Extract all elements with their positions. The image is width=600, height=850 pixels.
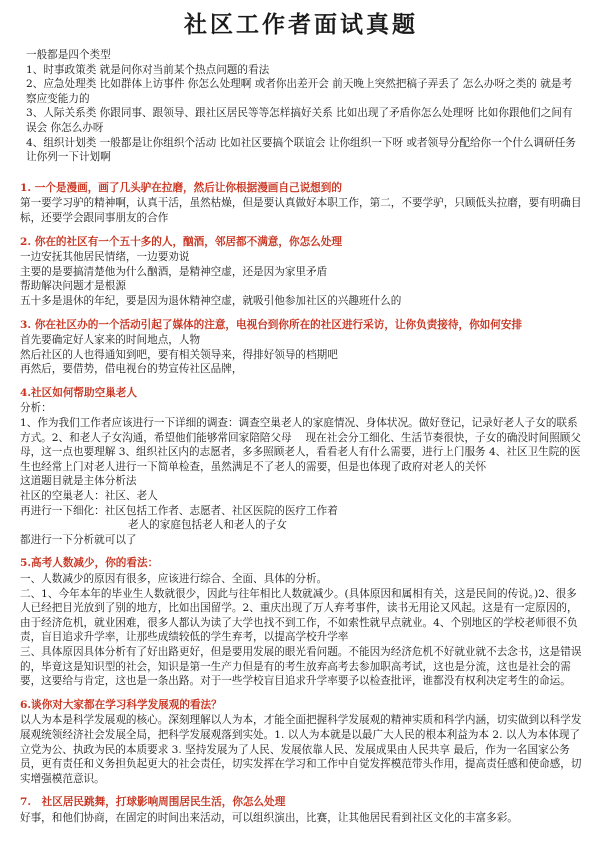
answer-line: 分析： xyxy=(20,402,52,415)
answer-line: 1、作为我们工作者应该进行一下详细的调查：调查空巢老人的家庭情况、身体状况。做好登记，记录好老人子女的联系方式。2、和老人子女沟通，希望他们能够常回家陪陪父母 现在社会分工细化、生活节奏很快，子女的确没时间照顾父母，这一点也要理解 3、组织社区内的志愿者，多多照顾老人，看看老人有什么需要，进行上门服务 4、社区卫生院的医生也经常上门对老人进行一下简单检查，虽然满足不了老人的需要，但是也体现了政府对老人的关怀 xyxy=(20,417,581,473)
answer-line: 这道题目就是主体分析法 xyxy=(20,475,137,488)
section-4 xyxy=(20,386,582,548)
answer-line: 一边安抚其他居民情绪，一边要劝说 xyxy=(20,251,190,264)
answer-line: 第一要学习驴的精神啊，认真干活，虽然枯燥，但是要认真做好本职工作，第二，不要学驴，只顾低头拉磨，要有明确目标，还要学会跟同事朋友的合作 xyxy=(20,197,582,224)
question-heading: 5.高考人数减少，你的看法： xyxy=(20,557,159,570)
answer-line: 三、具体原因具体分析有了好出路更好，但是要用发展的眼光看问题。不能因为经济危机不好就业就不去念书，这是错误的，毕竟这是知识型的社会，知识是第一生产力但是有的考生放弃高考去参加职高考试，这也是分流，这也是社会的需要，这要给与肯定，这也是一条出路。对于一些学校盲目追求升学率要予以检查批评，谁都没有权利决定考生的命运。 xyxy=(20,645,582,688)
answer-line: 一、人数减少的原因有很多，应该进行综合、全面、具体的分析。 xyxy=(20,573,328,585)
intro-line: 4、组织计划类 一般都是让你组织个活动 比如社区要搞个联谊会 让你组织一下呀 或者领导分配给你一个什么调研任务 让你列一下计划啊 xyxy=(26,136,576,164)
section-5 xyxy=(20,556,582,688)
section-1 xyxy=(20,181,582,226)
answer-line: 然后社区的人也得通知到吧，要有相关领导来，得排好领导的档期吧 xyxy=(20,348,338,361)
section-3 xyxy=(20,318,582,377)
question-heading: 3. 你在社区办的一个活动引起了媒体的注意，电视台到你所在的社区进行采访，让你负责接待，你如何安排 xyxy=(20,318,523,331)
answer-line: 都进行一下分析就可以了 xyxy=(20,533,137,546)
question-heading: 6.谈你对大家都在学习科学发展观的看法？ xyxy=(20,698,222,711)
section-6 xyxy=(20,698,582,787)
answer-line: 以人为本是科学发展观的核心。深刻理解以人为本，才能全面把握科学发展观的精神实质和科学内涵，切实做到以科学发展观统领经济社会发展全局，把科学发展观落到实处。1. 以人为本就是以最广大人民的根本利益为本 2. 以人为本体现了立党为公、执政为民的本质要求 3. 坚持发展为了人民、发展依靠人民、发展成果由人民共享 最后，作为一名国家公务员，更有责任和义务担负起更大的社会责任，切实发挥在学习和工作中自觉发挥模范带头作用，提高责任感和使命感，切实增强模范意识。 xyxy=(20,714,582,785)
answer-line: 二、1、今年本年的毕业生人数就很少，因此与往年相比人数就减少。(具体原因和属相有关，这是民间的传说。)2、很多人已经把目光放到了别的地方，比如出国留学。2、重庆出现了万人弃考事件，读书无用论又风起。这是有一定原因的，由于经济危机，就业困难，很多人都认为读了大学也找不到工作，不如索性就早点就业。4、个别地区的学校老师很不负责，盲目追求升学率，让那些成绩较低的学生弃考，以提高学校升学率 xyxy=(20,587,578,644)
intro-line: 3、人际关系类 你跟同事、跟领导、跟社区居民等等怎样搞好关系 比如出现了矛盾你怎么处理呀 比如你跟他们之间有误会 你怎么办呀 xyxy=(26,107,573,134)
question-heading: 4.社区如何帮助空巢老人 xyxy=(20,386,137,399)
page-title: 社区工作者面试真题 xyxy=(184,11,418,38)
intro-line: 1、时事政策类 就是问你对当前某个热点问题的看法 xyxy=(26,63,270,76)
answer-line: 五十多是退休的年纪，要是因为退休精神空虚，就吸引他参加社区的兴趣班什么的 xyxy=(20,294,402,307)
answer-line: 老人的家庭包括老人和老人的子女 xyxy=(128,519,287,532)
answer-line: 好事，和他们协商，在固定的时间出来活动，可以组织演出，比赛，让其他居民看到社区文化的丰富多彩。 xyxy=(20,811,518,824)
intro-line: 一般都是四个类型 xyxy=(26,49,111,61)
answer-line: 首先要确定好人家来的时间地点，人物 xyxy=(20,334,201,347)
section-7 xyxy=(20,795,582,825)
question-heading: 2. 你在的社区有一个五十多的人，酗酒，邻居都不满意，你怎么处理 xyxy=(20,235,342,248)
section-2 xyxy=(20,235,582,309)
answer-line: 主要的是要搞清楚他为什么酗酒，是精神空虚，还是因为家里矛盾 xyxy=(20,265,328,278)
intro-line: 2、应急处理类 比如群体上访事件 你怎么处理啊 或者你出差开会 前天晚上突然把稿子弄丢了 怎么办呀之类的 就是考察应变能力的 xyxy=(26,78,573,105)
question-heading: 1. 一个是漫画，画了几头驴在拉磨，然后让你根据漫画自己说想到的 xyxy=(20,181,342,194)
intro-block xyxy=(20,48,582,165)
answer-line: 帮助解决问题才是根源 xyxy=(20,280,126,293)
answer-line: 再进行一下细化：社区包括工作者、志愿者、社区医院的医疗工作着 xyxy=(20,504,338,517)
answer-line: 再然后，要借势，借电视台的势宣传社区品牌， xyxy=(20,363,243,376)
question-heading: 7. 社区居民跳舞，打球影响周围居民生活，你怎么处理 xyxy=(20,796,286,809)
answer-line: 社区的空巢老人：社区、老人 xyxy=(20,490,158,503)
